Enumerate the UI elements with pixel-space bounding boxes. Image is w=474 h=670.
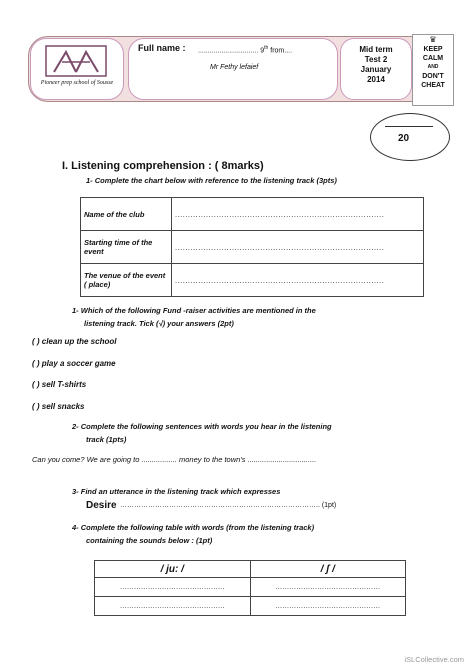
fullname-label: Full name : (138, 43, 186, 53)
table-label: Name of the club (81, 198, 172, 231)
school-logo-icon (44, 44, 108, 78)
exam-line: Mid term (359, 45, 393, 54)
keep-calm-poster (412, 34, 454, 106)
keep-calm-line: AND (427, 64, 439, 70)
option-checkbox[interactable]: ( ) play a soccer game (32, 359, 116, 368)
keep-calm-line: KEEP (423, 46, 443, 53)
table-row (95, 597, 406, 616)
question-4-word: Desire (86, 500, 117, 511)
table-row (81, 231, 424, 264)
section-title: I. Listening comprehension : ( 8marks) (62, 160, 264, 172)
exam-line: Test 2 (364, 55, 388, 64)
option-checkbox[interactable]: ( ) sell T-shirts (32, 380, 87, 389)
club-info-table (80, 197, 424, 297)
exam-line: January (360, 65, 392, 74)
sound-answer-field[interactable]: ……………………………………… (250, 597, 406, 616)
fill-in-sentence[interactable]: Can you come? We are going to ................. money to the town's ................................. (32, 455, 317, 464)
sound-answer-field[interactable]: ……………………………………… (95, 597, 251, 616)
keep-calm-line: CHEAT (421, 82, 445, 89)
watermark: iSLCollective.com (404, 655, 464, 664)
score-total: 20 (398, 133, 410, 144)
question-5-instruction-line2: containing the sounds below : (1pt) (86, 536, 213, 545)
option-checkbox[interactable]: ( ) sell snacks (32, 402, 85, 411)
logo-caption: Pioneer prep school of Sousse (40, 80, 114, 86)
table-label: The venue of the event ( place) (81, 264, 172, 297)
table-answer-field[interactable]: ................................................................................. (172, 264, 424, 297)
exam-info-box (340, 38, 412, 100)
crown-icon: ♛ (429, 35, 437, 44)
question-2-instruction-line2: listening track. Tick (√) your answers (2pt) (84, 319, 234, 328)
fullname-sup: th (264, 45, 269, 51)
keep-calm-line: CALM (422, 55, 444, 62)
question-3-instruction-line1: 2- Complete the following sentences with words you hear in the listening (72, 422, 332, 431)
score-oval (370, 113, 450, 161)
question-4-instruction: 3- Find an utterance in the listening track which expresses (72, 487, 281, 496)
fullname-from: from.... (268, 47, 293, 55)
table-row (81, 198, 424, 231)
question-1-instruction: 1- Complete the chart below with reference to the listening track (3pts) (86, 176, 337, 185)
fullname-field[interactable] (198, 45, 292, 54)
table-label: Starting time of the event (81, 231, 172, 264)
table-row (95, 561, 406, 578)
question-2-instruction-line1: 1- Which of the following Fund -raiser activities are mentioned in the (72, 306, 316, 315)
sound-answer-field[interactable]: ……………………………………… (95, 578, 251, 597)
question-4-answer-field[interactable]: ………………………………………………………………………….. (1pt) (120, 502, 337, 509)
sound-header: / ju: / (95, 561, 251, 578)
sound-answer-field[interactable]: ……………………………………… (250, 578, 406, 597)
table-answer-field[interactable]: ................................................................................. (172, 231, 424, 264)
table-answer-field[interactable]: ................................................................................. (172, 198, 424, 231)
table-row (81, 264, 424, 297)
exam-line: 2014 (367, 75, 385, 84)
sounds-table (94, 560, 406, 616)
question-5-instruction-line1: 4- Complete the following table with words (from the listening track) (72, 523, 315, 532)
question-3-instruction-line2: track (1pts) (86, 435, 127, 444)
table-row (95, 578, 406, 597)
sound-header: / ʃ / (250, 561, 406, 578)
fullname-dots: ............................... 9 (198, 47, 265, 55)
teacher-name: Mr Fethy lefaief (210, 64, 259, 71)
score-blank[interactable] (385, 126, 433, 127)
keep-calm-line: DON'T (422, 73, 444, 80)
option-checkbox[interactable]: ( ) clean up the school (32, 337, 117, 346)
